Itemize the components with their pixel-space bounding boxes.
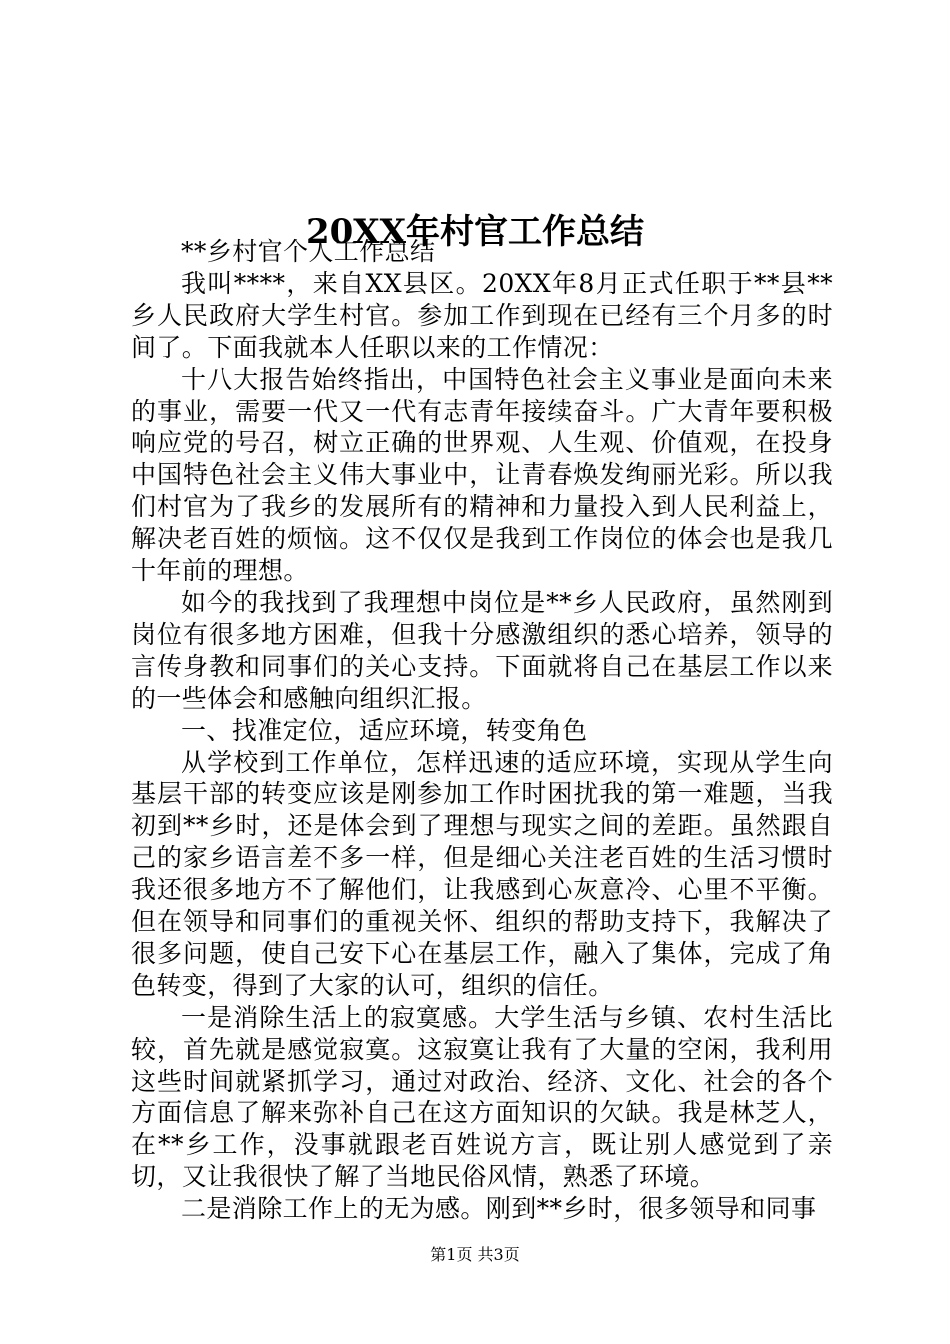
paragraph-subtitle: **乡村官个人工作总结: [181, 237, 436, 266]
document-title: 20XX年村官工作总结: [305, 211, 645, 252]
paragraph: 如今的我找到了我理想中岗位是**乡人民政府，虽然刚到岗位有很多地方困难，但我十分感激组织的悉心培养，领导的言传身教和同事们的关心支持。下面就将自己在基层工作以来的一些体会和感触向组织汇报。: [131, 587, 833, 713]
paragraph-intro: 我叫****，来自XX县区。20XX年8月正式任职于**县**乡人民政府大学生村官。参加工作到现在已经有三个月多的时间了。下面我就本人任职以来的工作情况：: [131, 268, 833, 362]
section-heading: 一、找准定位，适应环境，转变角色: [181, 715, 588, 745]
paragraph: 从学校到工作单位，怎样迅速的适应环境，实现从学生向基层干部的转变应该是刚参加工作时困扰我的第一难题，当我初到**乡时，还是体会到了理想与现实之间的差距。虽然跟自己的家乡语言差不多一样，但是细心关注老百姓的生活习惯时我还很多地方不了解他们，让我感到心灰意冷、心里不平衡。但在领导和同事们的重视关怀、组织的帮助支持下，我解决了很多问题，使自己安下心在基层工作，融入了集体，完成了角色转变，得到了大家的认可，组织的信任。: [131, 747, 833, 1000]
paragraph: 一是消除生活上的寂寞感。大学生活与乡镇、农村生活比较，首先就是感觉寂寞。这寂寞让我有了大量的空闲，我利用这些时间就紧抓学习，通过对政治、经济、文化、社会的各个方面信息了解来弥补自己在这方面知识的欠缺。我是林芝人，在**乡工作，没事就跟老百姓说方言，既让别人感觉到了亲切，又让我很快了解了当地民俗风情，熟悉了环境。: [131, 1002, 833, 1192]
document-body: [131, 236, 833, 1225]
paragraph: 十八大报告始终指出，中国特色社会主义事业是面向未来的事业，需要一代又一代有志青年接续奋斗。广大青年要积极响应党的号召，树立正确的世界观、人生观、价值观，在投身中国特色社会主义伟大事业中，让青春焕发绚丽光彩。所以我们村官为了我乡的发展所有的精神和力量投入到人民利益上，解决老百姓的烦恼。这不仅仅是我到工作岗位的体会也是我几十年前的理想。: [131, 364, 833, 586]
paragraph: 二是消除工作上的无为感。刚到**乡时，很多领导和同事: [181, 1194, 817, 1224]
page-footer: 第1页 共3页: [430, 1245, 520, 1264]
